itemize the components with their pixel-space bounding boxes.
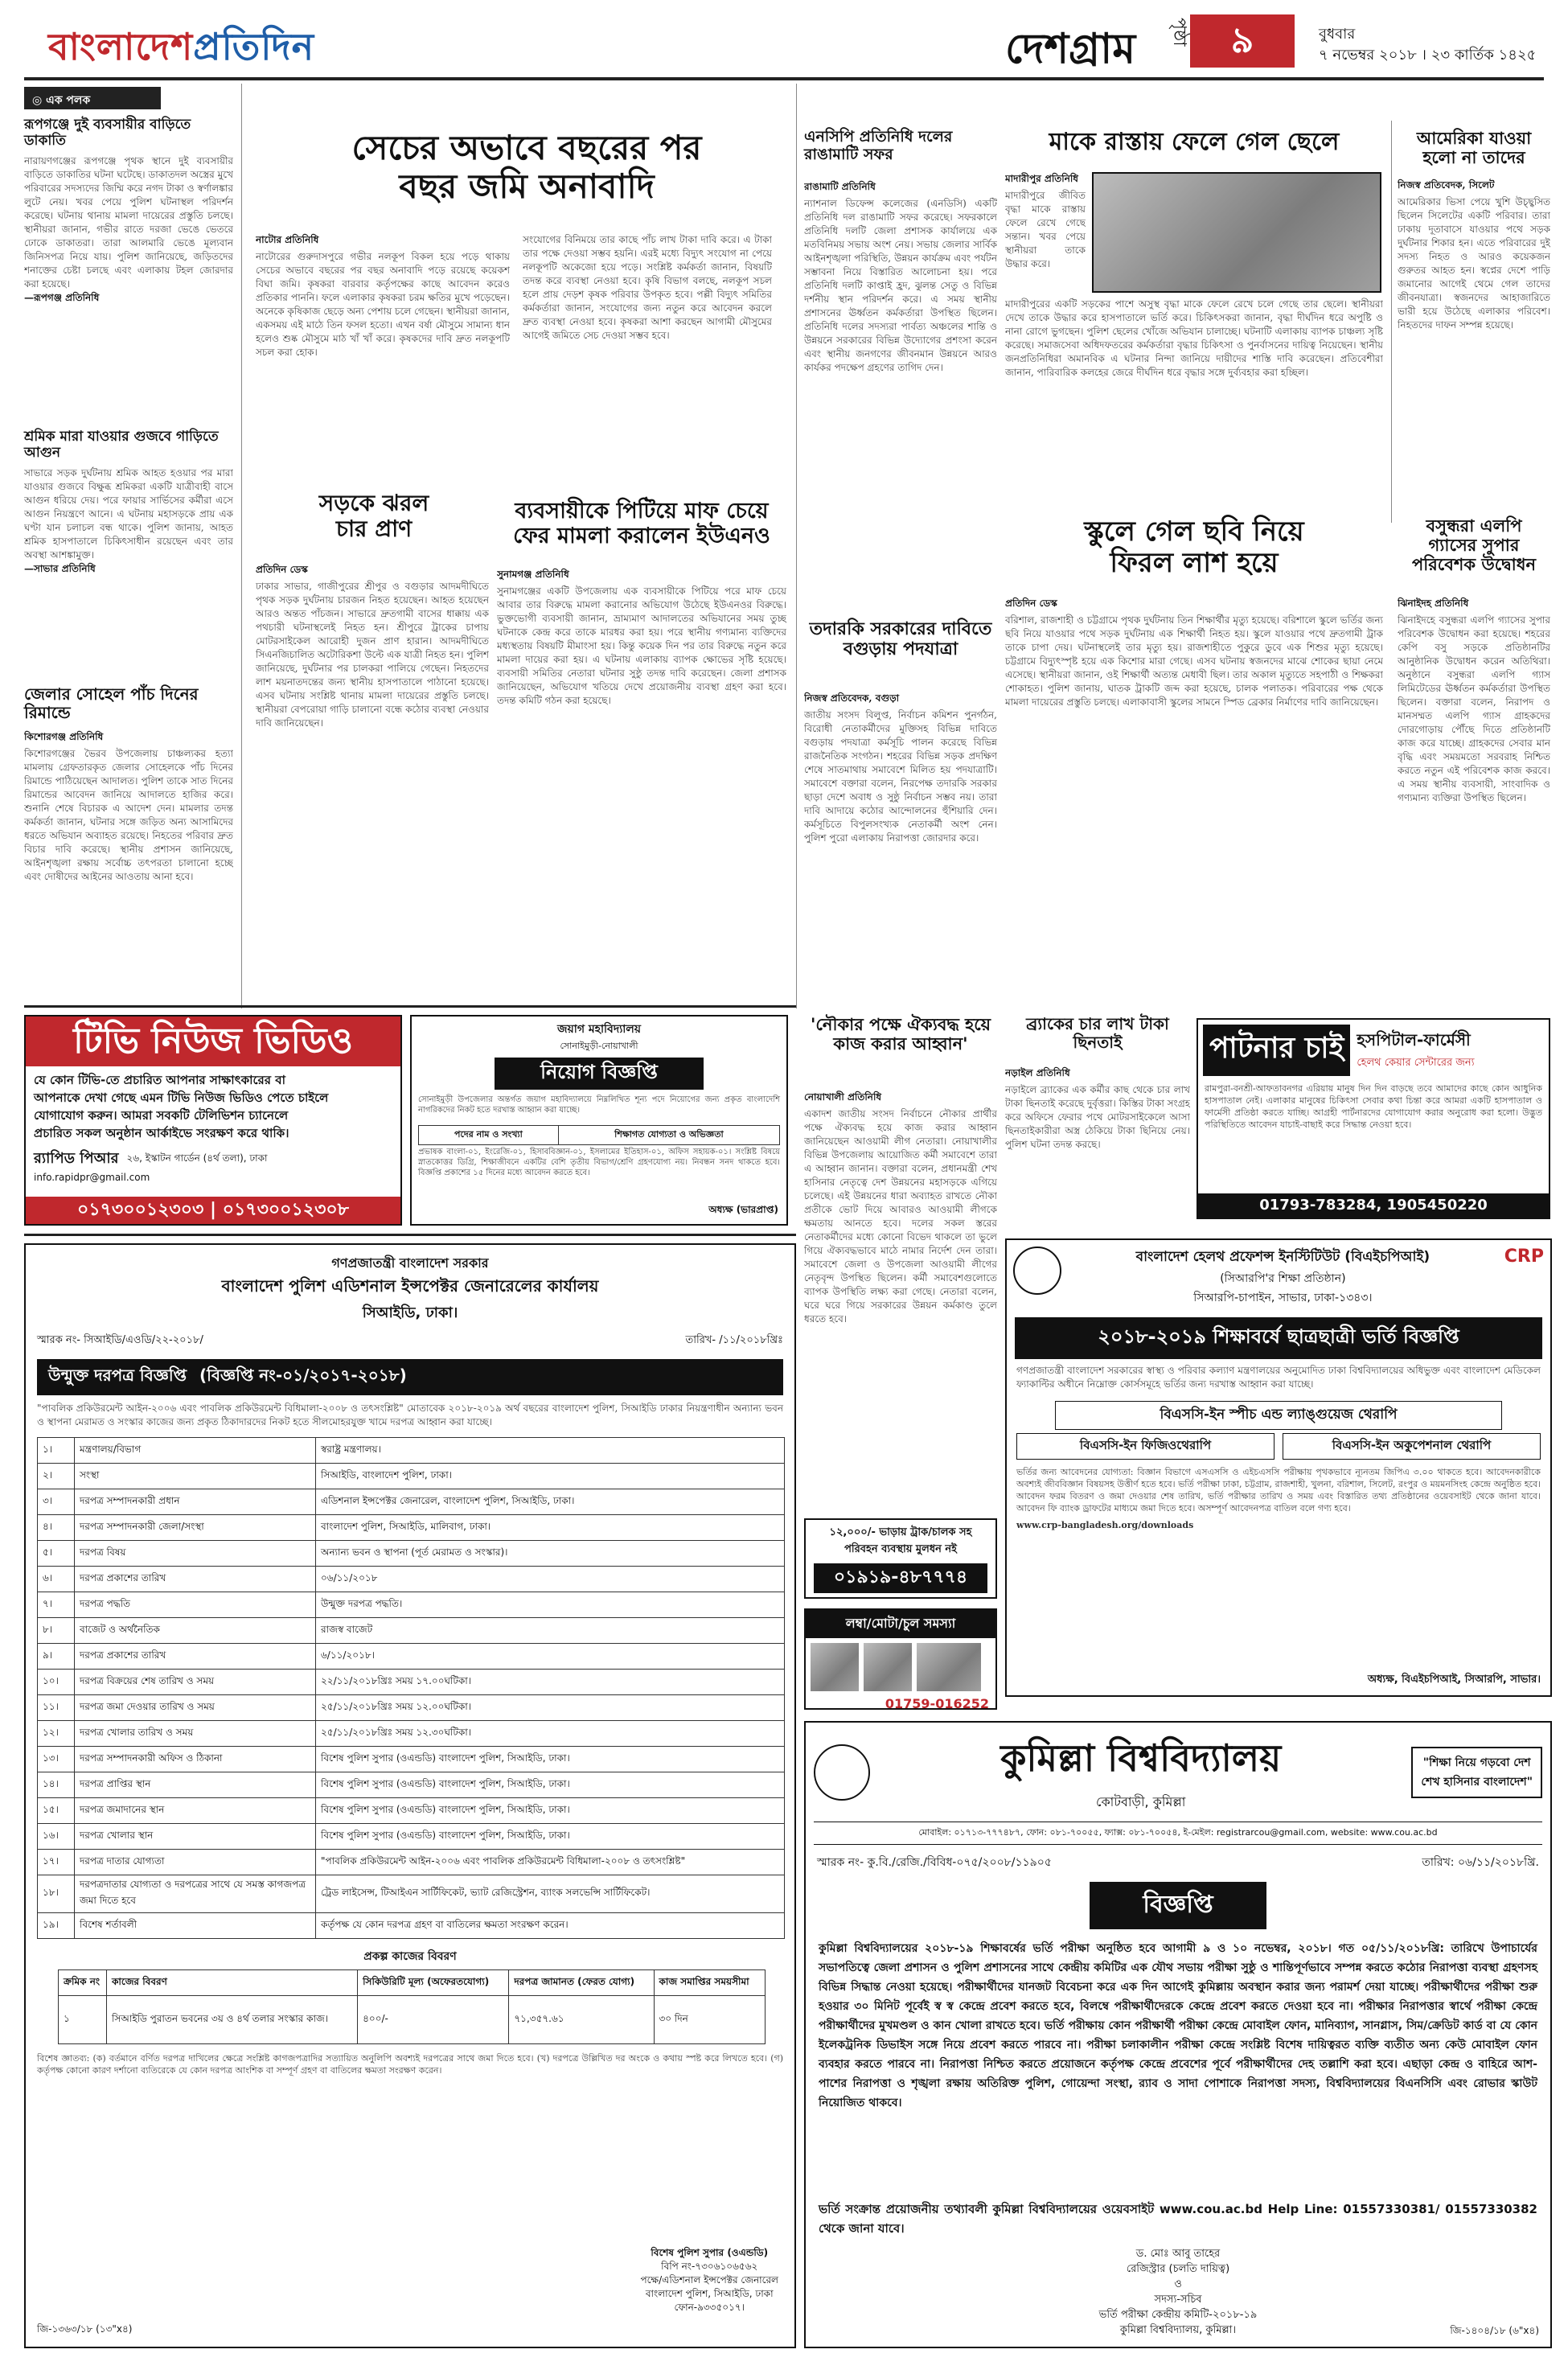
sub-header: দরপত্র জামানত (ফেরত যোগ্য) [509,1970,654,1996]
tender-signature-block [640,2246,778,2314]
tender-row-value: অন্যান্য ভবন ও স্থাপনা (পূর্ত মেরামত ও সংস্কার)। [316,1541,785,1567]
ncp-headline[interactable]: এনসিপি প্রতিনিধি দলের রাঙামাটি সফর [804,128,953,163]
cu-place: কোটবাড়ী, কুমিল্লা [1095,1794,1186,1809]
road-article-body: প্রতিদিন ডেস্ক ঢাকার সাভার, গাজীপুরের শ্রীপুর ও বগুড়ার আদমদীঘিতে পৃথক সড়ক দুর্ঘটনায় চারজন নিহত হয়েছেন। আহত হয়েছেন আরও অন্তত পাঁচজন। সাভারে দ্রুতগামী বাসের ধাক্কায় এক পথচারী ঘটনাস্থলেই নিহত হন। শ্রীপুরে ট্রাকের চাপায় মোটরসাইকেল আরোহী দুজন প্রাণ হারান। আদমদীঘিতে সিএনজিচালিত অটোরিকশা উল্টে এক যাত্রী নিহত হন। পুলিশ জানিয়েছে, দুর্ঘটনার পর চালকরা পালিয়ে গেছেন। নিহতদের লাশ ময়নাতদন্তের জন্য স্থানীয় হাসপাতালে পাঠানো হয়েছে। এসব ঘটনায় সংশ্লিষ্ট থানায় মামলা দায়েরের প্রস্তুতি চলছে। স্থানীয়রা বেপরোয়া গাড়ি চালানো বন্ধে কঠোর ব্যবস্থা নেওয়ার দাবি জানিয়েছেন। [256,564,489,729]
tender-intro: "পাবলিক প্রকিউরমেন্ট আইন-২০০৬ এবং পাবলিক প্রকিউরমেন্ট বিধিমালা-২০০৮ ও তৎসংশ্লিষ্ট" মোতাবেক ২০১৮-২০১৯ অর্থ বছরের বাংলাদেশ পুলিশ, সিআইডি ঢাকার নিয়ন্ত্রণাধীন অন্যান্য ভবন ও স্থাপনা মেরামত ও সংস্কার কাজের জন্য প্রকৃত ঠিকাদারদের নিকট হতে সীলমোহরযুক্ত খামে দরপত্র আহ্বান করা যাচ্ছে। [37,1403,783,1427]
tender-row-value: ০৬/১১/২০১৮ [316,1567,785,1592]
sub-cell: ৭১,৩৫৭.৬১ [509,1996,654,2044]
column-divider [796,84,797,1008]
bhpi-ad[interactable] [1005,1238,1552,1697]
tender-row-value: ৬/১১/২০১৮। [316,1644,785,1670]
tender-row-label: বিশেষ শর্তাবলী [75,1913,316,1939]
tender-row-number: ১২। [38,1721,75,1747]
cu-contact[interactable]: মোবাইল: ০১৭১৩-৭৭৭৪৮৭, ফোন: ০৮১-৭০০৫৫, ফ্যাক্স: ০৮১-৭০০৫৪, ই-মেইল: registrarcou@gmail.com, website: www.cou.ac.bd [814,1822,1542,1845]
tender-row [38,1541,785,1567]
america-headline[interactable]: আমেরিকা যাওয়া হলো না তাদের [1416,129,1532,168]
tender-row [38,1644,785,1670]
tender-row-label: দরপত্র প্রাপ্তির স্থান [75,1772,316,1798]
main-headline[interactable]: সেচের অভাবে বছরের পর বছর জমি অনাবাদি [351,128,702,207]
tender-row-value: ট্রেড লাইসেন্স, টিআইএন সার্টিফিকেট, ভ্যাট রেজিস্ট্রেশন, ব্যাংক সলভেন্সি সার্টিফিকেট। [316,1875,785,1913]
jobs-col-1: পদের নাম ও সংখ্যা [419,1126,559,1144]
tender-row [38,1670,785,1695]
health-photo-2 [864,1643,912,1691]
america-article-body: নিজস্ব প্রতিবেদক, সিলেট আমেরিকার ভিসা পেয়ে খুশি উচ্ছ্বসিত ছিলেন সিলেটের একটি পরিবার। তারা ঢাকায় দূতাবাসে যাওয়ার পথে সড়ক দুর্ঘটনার শিকার হন। এতে পরিবারের দুই সদস্য নিহত ও আরও কয়েকজন গুরুতর আহত হন। স্বপ্নের দেশে পাড়ি জমানোর আগেই থেমে গেল তাদের জীবনযাত্রা। স্বজনদের আহাজারিতে ভারী হয়ে উঠেছে এলাকার পরিবেশ। নিহতদের দাফন সম্পন্ন হয়েছে। [1398,179,1550,331]
tender-row [38,1772,785,1798]
page-word: পৃষ্ঠা [1169,18,1189,47]
tender-title: উন্মুক্ত দরপত্র বিজ্ঞপ্তি [48,1366,187,1385]
tender-row-value: রাজস্ব বাজেট [316,1618,785,1644]
section-rule [24,1005,796,1008]
tender-row-value: বাংলাদেশ পুলিশ, সিআইডি, মালিবাগ, ঢাকা। [316,1515,785,1541]
bhpi-course-3: বিএসসি-ইন অকুপেশনাল থেরাপি [1283,1433,1541,1460]
tender-row-number: ১। [38,1438,75,1464]
tender-row [38,1438,785,1464]
section-title: দেশগ্রাম [1005,25,1136,73]
sub-cell: সিআইডি পুরাতন ভবনের ৩য় ও ৪র্থ তলার সংস্কার কাজ। [107,1996,358,2044]
logo-part-1: বাংলাদেশ [48,25,194,68]
tender-row-number: ৭। [38,1592,75,1618]
sub-cell: ১ [59,1996,107,2044]
masthead-rule [24,77,1544,80]
cu-title: বিজ্ঞপ্তি [1090,1882,1266,1929]
tender-row-value: ২৫/১১/২০১৮খ্রিঃ সময় ১২.০০ঘটিকা। [316,1695,785,1721]
brief-item-title[interactable]: শ্রমিক মারা যাওয়ার গুজবে গাড়িতে আগুন [24,429,219,461]
tender-row-value: এডিশনাল ইন্সপেক্টর জেনারেল, বাংলাদেশ পুলিশ, সিআইডি, ঢাকা। [316,1489,785,1515]
tv-ad-title: টিভি নিউজ ভিডিও [26,1017,400,1066]
patnar-subtitle: হেলথ কেয়ার সেন্টারের জন্য [1357,1057,1475,1069]
main-article-body: নাটোর প্রতিনিধি নাটোরের গুরুদাসপুরে গভীর নলকূপ বিকল হয়ে পড়ে থাকায় সেচের অভাবে বছরের পর বছর অনাবাদি পড়ে রয়েছে কয়েকশ বিঘা জমি। কৃষকরা বারবার কর্তৃপক্ষের কাছে আবেদন করেও প্রতিকার পাননি। ফলে এলাকার কৃষকরা চরম ক্ষতির মুখে পড়েছেন। অনেকে কৃষিকাজ ছেড়ে অন্য পেশায় চলে গেছেন। স্থানীয়রা জানান, একসময় এই মাঠে তিন ফসল হতো। এখন বর্ষা মৌসুমে সামান্য ধান হলেও শুষ্ক মৌসুমে মাঠ খাঁ খাঁ করে। কৃষকদের দাবি দ্রুত নলকূপটি সচল করা হোক। [256,234,510,358]
mother-photo [1092,172,1381,293]
tender-row-label: দরপত্র সম্পাদনকারী জেলা/সংস্থা [75,1515,316,1541]
ncp-article-body: রাঙামাটি প্রতিনিধি ন্যাশনাল ডিফেন্স কলেজের (এনডিসি) একটি প্রতিনিধি দল রাঙামাটি সফর করেছে। সফরকালে প্রতিনিধি দলটি জেলা প্রশাসক কার্যালয়ে এক মতবিনিময় সভায় অংশ নেয়। সভায় জেলার সার্বিক আইনশৃঙ্খলা পরিস্থিতি, উন্নয়ন কার্যক্রম এবং পর্যটন সম্ভাবনা নিয়ে বিস্তারিত আলোচনা হয়। পরে প্রতিনিধি দলটি কাপ্তাই হ্রদ, ঝুলন্ত সেতু ও বিভিন্ন দর্শনীয় স্থান পরিদর্শন করে। এ সময় স্থানীয় প্রশাসনের ঊর্ধ্বতন কর্মকর্তারা উপস্থিত ছিলেন। প্রতিনিধি দলের সদস্যরা পার্বত্য অঞ্চলের শান্তি ও উন্নয়নে সরকারের বিভিন্ন উদ্যোগের প্রশংসা করেন এবং স্থানীয় জনগণের জীবনমান উন্নয়নে আরও কার্যকর পদক্ষেপ গ্রহণের তাগিদ দেন। [804,181,997,373]
tv-news-ad[interactable] [24,1015,402,1226]
tender-title-no: (বিজ্ঞপ্তি নং-০১/২০১৭-২০১৮) [199,1366,407,1385]
brief-item-body: নারায়ণগঞ্জের রূপগঞ্জে পৃথক স্থানে দুই ব্যবসায়ীর বাড়িতে ডাকাতির ঘটনা ঘটেছে। ডাকাতদল অস্ত্রের মুখে পরিবারের সদস্যদের জিম্মি করে নগদ টাকা ও স্বর্ণালঙ্কার লুটে নেয়। খবর পেয়ে পুলিশ ঘটনাস্থল পরিদর্শন করেছে। ঘটনায় থানায় মামলা দায়েরের প্রস্তুতি চলছে। স্থানীয়রা জানান, গভীর রাতে দরজা ভেঙে ভেতরে ঢোকে ডাকাতরা। তারা আলমারি ভেঙে মূল্যবান জিনিসপত্র নিয়ে যায়। পুলিশ জানিয়েছে, জড়িতদের শনাক্তের চেষ্টা চলছে এবং এলাকায় টহল জোরদার করা হয়েছে। —রূপগঞ্জ প্রতিনিধি [24,155,233,303]
patnar-brand: পাটনার চাই [1203,1025,1350,1076]
brief-credit: —রূপগঞ্জ প্রতিনিধি [24,292,100,303]
tender-row [38,1824,785,1850]
tender-row-number: ৫। [38,1541,75,1567]
tender-row [38,1747,785,1772]
tender-date-label: তারিখ- [685,1334,716,1346]
bhpi-website[interactable]: www.crp-bangladesh.org/downloads [1016,1520,1194,1530]
cu-helpline: ভর্তি সংক্রান্ত প্রয়োজনীয় তথ্যাবলী কুমিল্লা বিশ্ববিদ্যালয়ের ওয়েবসাইট www.cou.ac.bd Help Line: 01557330381/ 01557330382 থেকে জানা যাবে। [819,2202,1537,2236]
tender-signer: বিশেষ পুলিশ সুপার (ওএন্ডডি) [651,2247,769,2258]
date: ৭ নভেম্বর ২০১৮ । ২৩ কার্তিক ১৪২৫ [1319,47,1537,64]
cu-notice[interactable] [804,1721,1552,2348]
tv-ad-text: যে কোন টিভি-তে প্রচারিত আপনার সাক্ষাৎকারের বা আপনাকে দেখা গেছে এমন টিভি নিউজ ভিডিও পেতে চাইলে যোগাযোগ করুন। আমরা সবকটি টেলিভিশন চ্যানেলে প্রচারিত সকল অনুষ্ঠান আর্কাইভে সংরক্ষণ করে থাকি। [34,1073,329,1140]
tender-row-number: ৩। [38,1489,75,1515]
tender-gov: গণপ্রজাতন্ত্রী বাংলাদেশ সরকার [331,1255,489,1271]
masthead-logo[interactable] [48,19,314,80]
tender-signer-office: পক্ষে/এডিশনাল ইন্সপেক্টর জেনারেল [640,2274,778,2286]
health-phone[interactable]: 01759-016252 [885,1696,989,1711]
tender-row-label: সংস্থা [75,1464,316,1489]
mother-article-body-cont: মাদারীপুরের একটি সড়কের পাশে অসুস্থ বৃদ্ধা মাকে ফেলে রেখে চলে গেছে তার ছেলে। স্থানীয়রা দেখে তাকে উদ্ধার করে হাসপাতালে ভর্তি করে। চিকিৎসকরা জানান, বৃদ্ধা দীর্ঘদিন ধরে অপুষ্টি ও নানা রোগে ভুগছেন। পুলিশ ছেলের খোঁজে অভিযান চালাচ্ছে। ঘটনাটি এলাকায় ব্যাপক চাঞ্চল্য সৃষ্টি করেছে। সমাজসেবা অধিদফতরের কর্মকর্তারা বৃদ্ধার চিকিৎসা ও পুনর্বাসনের দায়িত্ব নিয়েছেন। স্থানীয় জনপ্রতিনিধিরা অমানবিক এ ঘটনার নিন্দা জানিয়ে দায়ীদের শাস্তি দাবি করেছেন। প্রতিবেশীরা জানান, পারিবারিক কলহের জেরে দীর্ঘদিন ধরে বৃদ্ধার সঙ্গে দুর্ব্যবহার করা হচ্ছিল। [1005,298,1383,378]
tender-row [38,1489,785,1515]
brief-credit: —সাভার প্রতিনিধি [24,563,96,574]
cu-signature-block: ড. মোঃ আবু তাহের রেজিস্ট্রার (চলতি দায়িত্ব) ও সদস্য-সচিব ভর্তি পরীক্ষা কেন্দ্রীয় কমিটি-২০১৮-১৯ কুমিল্লা বিশ্ববিদ্যালয়, কুমিল্লা। [1098,2248,1258,2336]
rent-line-2: পরিবহন ব্যবস্থায় মুলধন নই [844,1543,957,1555]
tender-row-label: দরপত্রদাতার যোগ্যতা ও দরপত্রের সাথে যে সমস্ত কাগজপত্র জমা দিতে হবে [75,1875,316,1913]
tender-row-number: ১৮। [38,1875,75,1913]
patnar-phone[interactable]: 01793-783284, 1905450220 [1198,1193,1549,1218]
tender-row-label: দরপত্র খোলার স্থান [75,1824,316,1850]
brac-headline[interactable]: ব্র্যাকের চার লাখ টাকা ছিনতাই [1026,1014,1169,1052]
tv-ad-email[interactable]: info.rapidpr@gmail.com [34,1172,150,1183]
tv-ad-address: ২৬, ইস্কাটন গার্ডেন (৪র্থ তলা), ঢাকা [126,1152,268,1164]
tender-row-label: বাজেট ও অর্থনৈতিক [75,1618,316,1644]
brief-item-title[interactable]: রূপগঞ্জে দুই ব্যবসায়ীর বাড়িতে ডাকাতি [24,117,191,149]
tender-date: /১১/২০১৮খ্রিঃ [719,1334,783,1346]
patnar-title: হসপিটাল-ফার্মেসী [1357,1030,1471,1049]
tender-unit: সিআইডি, ঢাকা। [362,1304,458,1321]
tender-row [38,1798,785,1824]
tender-row [38,1721,785,1747]
cu-logo-icon [814,1744,870,1801]
tender-ad-code: জি-১৩৬৩/১৮ (১৩"x৪) [37,2323,133,2335]
lpg-article-body: ঝিনাইদহ প্রতিনিধি ঝিনাইদহে বসুন্ধরা এলপি গ্যাসের সুপার পরিবেশক উদ্বোধন করা হয়েছে। শহরের কেপি বসু সড়কে প্রতিষ্ঠানটির আনুষ্ঠানিক উদ্বোধন করেন অতিথিরা। অনুষ্ঠানে বসুন্ধরা এলপি গ্যাস লিমিটেডের ঊর্ধ্বতন কর্মকর্তারা উপস্থিত ছিলেন। বক্তারা বলেন, নিরাপদ ও মানসম্মত এলপি গ্যাস গ্রাহকদের দোরগোড়ায় পৌঁছে দিতে প্রতিষ্ঠানটি কাজ করে যাচ্ছে। গ্রাহকদের সেবার মান বৃদ্ধি এবং সময়মতো সরবরাহ নিশ্চিত করতে নতুন এই পরিবেশক কাজ করবে। এ সময় স্থানীয় ব্যবসায়ী, সাংবাদিক ও গণ্যমান্য ব্যক্তিরা উপস্থিত ছিলেন। [1398,598,1550,803]
tender-notes: বিশেষ জ্ঞাতব্য: (ক) বর্তমানে বর্ণিত দরপত্র দাখিলের ক্ষেত্রে সংশ্লিষ্ট কাগজপত্রাদির সত্যায়িত অনুলিপি অবশ্যই দরপত্রের সাথে জমা দিতে হবে। (খ) দরপত্রে উল্লিখিত দর অংকে ও কথায় স্পষ্ট করে লিখতে হবে। (গ) কর্তৃপক্ষ কোনো কারণ দর্শানো ব্যতিরেকে যে কোন দরপত্র আংশিক বা সম্পূর্ণ গ্রহণ বা বাতিলের ক্ষমতা সংরক্ষণ করেন। [37,2053,783,2076]
cu-name: কুমিল্লা বিশ্ববিদ্যালয় [1000,1736,1282,1780]
article-body: কিশোরগঞ্জ প্রতিনিধি কিশোরগঞ্জের ভৈরব উপজেলায় চাঞ্চল্যকর হত্যা মামলায় গ্রেফতারকৃত জেলার সোহেলকে পাঁচ দিনের রিমান্ডে পাঠিয়েছেন আদালত। পুলিশ তাকে সাত দিনের রিমান্ডের আবেদন জানিয়ে আদালতে হাজির করে। শুনানি শেষে বিচারক এ আদেশ দেন। মামলার তদন্ত কর্মকর্তা জানান, ঘটনার সঙ্গে জড়িত অন্য আসামিদের ধরতে অভিযান অব্যাহত রয়েছে। নিহতের পরিবার দ্রুত বিচার দাবি করেছে। স্থানীয় প্রশাসন জানিয়েছে, আইনশৃঙ্খলা রক্ষায় সর্বোচ্চ তৎপরতা চালানো হচ্ছে এবং দোষীদের আইনের আওতায় আনা হবে। [24,731,233,882]
brac-article-body: নড়াইল প্রতিনিধি নড়াইলে ব্র্যাকের এক কর্মীর কাছ থেকে চার লাখ টাকা ছিনতাই করেছে দুর্বৃত্তরা। কিস্তির টাকা সংগ্রহ করে অফিসে ফেরার পথে মোটরসাইকেলে আসা ছিনতাইকারীরা অস্ত্র ঠেকিয়ে টাকা ছিনিয়ে নেয়। পুলিশ ঘটনা তদন্ত করছে। [1005,1067,1190,1150]
tender-row-number: ১৬। [38,1824,75,1850]
tender-office: বাংলাদেশ পুলিশ এডিশনাল ইন্সপেক্টর জেনারেলের কার্যালয় [221,1276,599,1296]
sub-header: সিকিউরিটি মূল্য (অফেরতযোগ্য) [358,1970,509,1996]
bhpi-body: ভর্তির জন্য আবেদনের যোগ্যতা: বিজ্ঞান বিভাগে এসএসসি ও এইচএসসি পরীক্ষায় পৃথকভাবে ন্যূনতম জিপিএ ৩.০০ থাকতে হবে। আবেদনকারীকে অবশ্যই জীববিজ্ঞান বিষয়সহ উত্তীর্ণ হতে হবে। ভর্তি পরীক্ষা ঢাকা, চট্টগ্রাম, রাজশাহী, খুলনা, বরিশাল, সিলেট, রংপুর ও ময়মনসিংহ কেন্দ্রে অনুষ্ঠিত হবে। আবেদন ফরম বিতরণ ও জমা দেওয়ার শেষ তারিখ, ভর্তি পরীক্ষার তারিখ ও সময় এবং বিস্তারিত তথ্য প্রতিষ্ঠানের ওয়েবসাইট থেকে জানা যাবে। আবেদন ফি ব্যাংক ড্রাফটের মাধ্যমে জমা দিতে হবে। অসম্পূর্ণ আবেদনপত্র বাতিল বলে গণ্য হবে। www.crp-bangladesh.org/downloads [1016,1467,1541,1530]
tender-row-value: স্বরাষ্ট্র মন্ত্রণালয়। [316,1438,785,1464]
tender-row [38,1515,785,1541]
tender-signer-unit: বাংলাদেশ পুলিশ, সিআইডি, ঢাকা [645,2288,774,2299]
bhpi-footer: অধ্যক্ষ, বিএইচপিআই, সিআরপি, সাভার। [1367,1674,1541,1686]
tender-row-value: বিশেষ পুলিশ সুপার (ওএন্ডডি) বাংলাদেশ পুলিশ, সিআইডি, ঢাকা। [316,1747,785,1772]
tender-row-label: দরপত্র সম্পাদনকারী প্রধান [75,1489,316,1515]
column-divider [1391,121,1392,523]
lpg-headline[interactable]: বসুন্ধরা এলপি গ্যাসের সুপার পরিবেশক উদ্বোধন [1411,516,1537,575]
tender-row [38,1464,785,1489]
bhpi-title: ২০১৮-২০১৯ শিক্ষাবর্ষে ছাত্রছাত্রী ভর্তি বিজ্ঞপ্তি [1015,1317,1542,1359]
bhpi-name: বাংলাদেশ হেলথ প্রফেশন্স ইনস্টিটিউট (বিএইচপিআই) [1135,1249,1430,1265]
road-headline[interactable]: সড়কে ঝরল চার প্রাণ [318,490,429,543]
tender-row-number: ৯। [38,1644,75,1670]
page-number-badge: ৯ [1190,14,1295,68]
tender-row-label: দরপত্র প্রকাশের তারিখ [75,1567,316,1592]
health-photo-1 [811,1643,859,1691]
article-headline[interactable]: জেলার সোহেল পাঁচ দিনের রিমান্ডে [24,684,199,722]
mother-article-body: মাদারীপুর প্রতিনিধি মাদারীপুরে জীবিত বৃদ্ধা মাকে রাস্তায় ফেলে রেখে গেছে সন্তান। খবর পেয়ে স্থানীয়রা তাকে উদ্ধার করে। [1005,173,1086,269]
tender-row-number: ১৯। [38,1913,75,1939]
police-tender[interactable] [24,1243,796,2348]
tadarki-article-body: নিজস্ব প্রতিবেদক, বগুড়া জাতীয় সংসদ বিলুপ্ত, নির্বাচন কমিশন পুনর্গঠন, বিরোধী নেতাকর্মীদের মুক্তিসহ বিভিন্ন দাবিতে বগুড়ায় পদযাত্রা কর্মসূচি পালন করেছে বিভিন্ন রাজনৈতিক সংগঠন। শহরের বিভিন্ন সড়ক প্রদক্ষিণ শেষে সাতমাথায় সমাবেশে মিলিত হয় পদযাত্রাটি। সমাবেশে বক্তারা বলেন, নিরপেক্ষ তদারকি সরকার ছাড়া দেশে অবাধ ও সুষ্ঠু নির্বাচন সম্ভব নয়। তারা দাবি আদায়ে কঠোর আন্দোলনের হুঁশিয়ারি দেন। কর্মসূচিতে বিপুলসংখ্যক নেতাকর্মী অংশ নেন। পুলিশ পুরো এলাকায় নিরাপত্তা জোরদার করে। [804,692,997,844]
tender-row [38,1567,785,1592]
uno-headline[interactable]: ব্যবসায়ীকে পিটিয়ে মাফ চেয়ে ফের মামলা করালেন ইউএনও [513,499,770,549]
bhpi-intro: গণপ্রজাতন্ত্রী বাংলাদেশ সরকারের স্বাস্থ্য ও পরিবার কল্যাণ মন্ত্রণালয়ের অনুমোদিত ঢাকা বিশ্ববিদ্যালয়ের অধিভুক্ত এবং বাংলাদেশ মেডিকেল ফ্যাকাল্টির অধীনে নিম্নোক্ত কোর্সসমূহে ভর্তির জন্য দরখাস্ত আহ্বান করা যাচ্ছে। [1016,1365,1541,1390]
day: বুধবার [1319,26,1356,43]
tender-row-value: "পাবলিক প্রকিউরমেন্ট আইন-২০০৬ এবং পাবলিক প্রকিউরমেন্ট বিধিমালা-২০০৮ ও তৎসংশ্লিষ্ট" [316,1850,785,1875]
section-rule [24,1234,796,1236]
rent-ad[interactable] [804,1518,997,1599]
tender-row-label: দরপত্র খোলার তারিখ ও সময় [75,1721,316,1747]
tender-row-number: ৬। [38,1567,75,1592]
boat-headline[interactable]: 'নৌকার পক্ষে ঐক্যবদ্ধ হয়ে কাজ করার আহ্বান' [810,1015,991,1054]
tender-signer-phone: ফোন-৯৩৩৫০১৭। [674,2302,745,2313]
tender-row-value: বিশেষ পুলিশ সুপার (ওএন্ডডি) বাংলাদেশ পুলিশ, সিআইডি, ঢাকা। [316,1798,785,1824]
tender-row-label: দরপত্র জমাদানের স্থান [75,1798,316,1824]
health-ad[interactable] [804,1608,997,1710]
tadarki-headline[interactable]: তদারকি সরকারের দাবিতে বগুড়ায় পদযাত্রা [809,619,992,660]
cu-ad-code: জি-১৪০৪/১৮ (৬"x৪) [1450,2325,1539,2336]
tender-row-number: ১৩। [38,1747,75,1772]
sub-cell: ৩০ দিন [654,1996,766,2044]
tender-table [37,1437,785,1939]
tender-row-number: ১০। [38,1670,75,1695]
tender-row-value: ২৫/১১/২০১৮খ্রিঃ সময় ১২.৩০ঘটিকা। [316,1721,785,1747]
tender-row [38,1695,785,1721]
sub-header: ক্রমিক নং [59,1970,107,1996]
tender-row-number: ২। [38,1464,75,1489]
bhpi-course-2: বিএসসি-ইন ফিজিওথেরাপি [1016,1433,1275,1460]
cu-slogan: "শিক্ষা নিয়ে গড়বো দেশ শেখ হাসিনার বাংলাদেশ" [1411,1747,1542,1798]
jobs-intro: সোনাইমুড়ী উপজেলার অন্তর্গত জয়াগ মহাবিদ্যালয়ে নিম্নলিখিত শূন্য পদে নিয়োগের জন্য প্রকৃত বাংলাদেশি নাগরিকদের নিকট হতে দরখাস্ত আহ্বান করা যাচ্ছে। [418,1095,780,1115]
tender-row-value: সিআইডি, বাংলাদেশ পুলিশ, ঢাকা। [316,1464,785,1489]
bhpi-address: সিআরপি-চাপাইন, সাভার, ঢাকা-১৩৪৩। [1193,1292,1373,1304]
brief-item-body: সাভারে সড়ক দুর্ঘটনায় শ্রমিক আহত হওয়ার পর মারা যাওয়ার গুজবে বিক্ষুব্ধ শ্রমিকরা একটি যাত্রীবাহী বাসে আগুন ধরিয়ে দেয়। পরে ফায়ার সার্ভিসের কর্মীরা এসে আগুন নিয়ন্ত্রণে আনে। এ ঘটনায় মহাসড়কে প্রায় এক ঘণ্টা যান চলাচল বন্ধ থাকে। পুলিশ জানায়, আহত শ্রমিক হাসপাতালে চিকিৎসাধীন রয়েছেন এবং তার অবস্থা আশঙ্কামুক্ত। —সাভার প্রতিনিধি [24,467,233,574]
cu-memo: স্মারক নং- কু.বি./রেজি./বিবিধ-০৭৫/২০০৮/১১৯০৫ [817,1856,1052,1869]
jobs-org-sub: সোনাইমুড়ী-নোয়াখালী [560,1041,638,1051]
tender-row [38,1875,785,1913]
crp-logo: CRP [1504,1247,1544,1267]
tender-row-number: ১৫। [38,1798,75,1824]
bhpi-sub: (সিআরপি'র শিক্ষা প্রতিষ্ঠান) [1220,1272,1346,1285]
tv-ad-brand: র‍্যাপিড পিআর [34,1150,119,1167]
tender-row-value: উন্মুক্ত দরপত্র পদ্ধতি। [316,1592,785,1618]
brief-label: ◎ এক পলক [24,87,161,109]
sub-cell: ৪০০/- [358,1996,509,2044]
school-article-body: প্রতিদিন ডেস্ক বরিশাল, রাজশাহী ও চট্টগ্রামে পৃথক দুর্ঘটনায় তিন শিক্ষার্থীর মৃত্যু হয়েছে। বরিশালে স্কুলে ভর্তির জন্য ছবি নিয়ে যাওয়ার পথে সড়ক দুর্ঘটনায় এক শিক্ষার্থী নিহত হয়। স্কুলে যাওয়ার পথে দ্রুতগামী ট্রাক তাকে চাপা দেয়। ঘটনাস্থলেই তার মৃত্যু হয়। রাজশাহীতে পুকুরে ডুবে এক শিশুর মৃত্যু হয়েছে। চট্টগ্রামে বিদ্যুৎস্পৃষ্ট হয়ে এক কিশোর মারা গেছে। এসব ঘটনায় স্বজনদের মাঝে শোকের ছায়া নেমে এসেছে। স্থানীয়রা জানান, ওই শিক্ষার্থী অত্যন্ত মেধাবী ছিল। তার অকাল মৃত্যুতে সহপাঠী ও শিক্ষকরা শোকাহত। পুলিশ জানায়, ঘাতক ট্রাকটি জব্দ করা হয়েছে, চালক পলাতক। পরিবারের পক্ষ থেকে মামলা দায়েরের প্রস্তুতি চলছে। এলাকাবাসী স্কুলের সামনে স্পিড ব্রেকার নির্মাণের দাবি জানিয়েছেন। [1005,598,1383,708]
tender-row-label: দরপত্র বিষয় [75,1541,316,1567]
sub-header: কাজ সমাপ্তির সময়সীমা [654,1970,766,1996]
jobs-ad[interactable] [410,1015,788,1226]
jobs-signer: অধ্যক্ষ (ভারপ্রাপ্ত) [708,1204,778,1215]
tv-ad-phones[interactable]: ০১৭৩০০১২৩০৩ | ০১৭৩০০১২৩০৮ [26,1197,400,1224]
tender-memo: স্মারক নং- সিআইডি/এওডি/২২-২০১৮/ [37,1334,203,1346]
boat-article-body: নোয়াখালী প্রতিনিধি একাদশ জাতীয় সংসদ নির্বাচনে নৌকার প্রার্থীর পক্ষে ঐক্যবদ্ধ হয়ে কাজ করার আহ্বান জানিয়েছেন আওয়ামী লীগ নেতারা। নোয়াখালীর বিভিন্ন উপজেলায় আয়োজিত কর্মী সমাবেশে তারা এ আহ্বান জানান। বক্তারা বলেন, প্রধানমন্ত্রী শেখ হাসিনার নেতৃত্বে দেশ উন্নয়নের মহাসড়কে এগিয়ে চলেছে। এই উন্নয়নের ধারা অব্যাহত রাখতে নৌকা প্রতীকে ভোট দিয়ে আবারও আওয়ামী লীগকে ক্ষমতায় আনতে হবে। দলের সকল স্তরের নেতাকর্মীদের মধ্যে কোনো বিভেদ থাকলে তা ভুলে গিয়ে ঐক্যবদ্ধভাবে মাঠে নামার নির্দেশ দেন তারা। সমাবেশে জেলা ও উপজেলা আওয়ামী লীগের নেতৃবৃন্দ উপস্থিত ছিলেন। কর্মী সমাবেশগুলোতে ব্যাপক উপস্থিতি লক্ষ্য করা গেছে। নেতারা বলেন, ঘরে ঘরে গিয়ে সরকারের উন্নয়ন কর্মকাণ্ড তুলে ধরতে হবে। [804,1091,997,1325]
sub-header: কাজের বিবরণ [107,1970,358,1996]
tender-row-value: বিশেষ পুলিশ সুপার (ওএন্ডডি) বাংলাদেশ পুলিশ, সিআইডি, ঢাকা। [316,1824,785,1850]
tender-row [38,1618,785,1644]
tender-sub-table [58,1969,766,2044]
patnar-body: রামপুরা-বনশ্রী-আফতাবনগর এরিয়ায় মানুষ দিন দিন বাড়ছে তবে আমাদের কাছে কোন আধুনিক হাসপাতাল নেই। এলাকার মানুষের চিকিৎসা সেবার কথা চিন্তা করে আমরা একটি হাসপাতাল ও ফার্মেসী প্রতিষ্ঠা করতে যাচ্ছি। আগ্রহী পার্টনারদের যোগাযোগ করার অনুরোধ করা হলো। উদ্ভুত পরিস্থিতিতে আবেদন যাচাই-বাছাই করে সিদ্ধান্ত নেওয়া হবে। [1205,1083,1542,1130]
tender-row-label: দরপত্র সম্পাদনকারী অফিস ও ঠিকানা [75,1747,316,1772]
health-photo-3 [917,1643,981,1691]
main-article-body-cont: সংযোগের বিনিময়ে তার কাছে পাঁচ লাখ টাকা দাবি করে। এ টাকা তার পক্ষে দেওয়া সম্ভব হয়নি। এরই মধ্যে বিদ্যুৎ সংযোগ না পেয়ে নলকূপটি অকেজো হয়ে পড়ে। সংশ্লিষ্ট কর্মকর্তা জানান, বিষয়টি তদন্ত করে ব্যবস্থা নেওয়া হবে। কৃষি বিভাগ বলছে, নলকূপ সচল হলে প্রায় দেড়শ কৃষক পরিবার উপকৃত হবে। পল্লী বিদ্যুৎ সমিতির কর্মকর্তারা জানান, সংযোগের জন্য নতুন করে আবেদন করলে দ্রুত ব্যবস্থা নেওয়া হবে। কৃষকরা আশা করছেন আগামী মৌসুমের আগেই জমিতে সেচ দেওয়া সম্ভব হবে। [523,234,772,341]
jobs-body: প্রভাষক বাংলা-০১, ইংরেজি-০১, হিসাববিজ্ঞান-০১, ইসলামের ইতিহাস-০১, অফিস সহায়ক-০১। সংশ্লিষ্ট বিষয়ে স্নাতকোত্তর ডিগ্রি, শিক্ষাজীবনে একটির বেশি তৃতীয় বিভাগ/শ্রেণি গ্রহণযোগ্য নয়। নিবন্ধন সনদ থাকতে হবে। বিজ্ঞপ্তি প্রকাশের ১৫ দিনের মধ্যে আবেদন করতে হবে। [418,1148,780,1177]
jobs-col-2: শিক্ষাগত যোগ্যতা ও অভিজ্ঞতা [614,1129,724,1140]
tender-row-number: ১৭। [38,1850,75,1875]
tender-row-label: দরপত্র পদ্ধতি [75,1592,316,1618]
tender-sub-title: প্রকল্প কাজের বিবরণ [363,1950,457,1963]
jobs-org: জয়াগ মহাবিদ্যালয় [556,1023,642,1036]
column-divider [241,84,242,1008]
tender-row-number: ৪। [38,1515,75,1541]
tender-row [38,1913,785,1939]
school-headline[interactable]: স্কুলে গেল ছবি নিয়ে ফিরল লাশ হয়ে [1084,515,1304,580]
rent-phone[interactable]: ০১৯১৯-৪৮৭৭৭৪ [814,1563,987,1593]
tender-row-label: দরপত্র জমা দেওয়ার তারিখ ও সময় [75,1695,316,1721]
dateline [1319,24,1536,66]
mother-headline[interactable]: মাকে রাস্তায় ফেলে গেল ছেলে [1049,128,1340,156]
jobs-title: নিয়োগ বিজ্ঞপ্তি [495,1058,704,1090]
cu-body: কুমিল্লা বিশ্ববিদ্যালয়ের ২০১৮-১৯ শিক্ষাবর্ষের ভর্তি পরীক্ষা অনুষ্ঠিত হবে আগামী ৯ ও ১০ নভেম্বর, ২০১৮। গত ০৫/১১/২০১৮খ্রি: তারিখে উপাচার্যের সভাপতিত্বে জেলা প্রশাসন ও পুলিশ প্রশাসনের সাথে কেন্দ্রীয় কমিটির এক যৌথ সভায় পরীক্ষা সুষ্ঠু ও শান্তিপূর্ণভাবে সম্পন্ন করতে কঠোর নিরাপত্তা ব্যবস্থা গ্রহণসহ বিভিন্ন সিদ্ধান্ত নেওয়া হয়েছে। পরীক্ষার্থীদের যানজট বিবেচনা করে এক দিন আগেই কুমিল্লায় অবস্থান করার জন্য পরামর্শ দেয়া যাচ্ছে। পরীক্ষার্থীদের পরীক্ষা শুরু হওয়ার ৩০ মিনিট পূর্বেই স্ব স্ব কেন্দ্রে প্রবেশ করতে হবে, বিলম্বে পরীক্ষার্থীদেরকে কেন্দ্রে প্রবেশ করতে দেওয়া হবে না। পরীক্ষার নিরাপত্তার স্বার্থে পরীক্ষা কেন্দ্রে পরীক্ষার্থীদের মুখমণ্ডল ও কান খোলা রাখতে হবে। ভর্তি পরীক্ষায় কোন পরীক্ষার্থী পরীক্ষা কেন্দ্রে মোবাইল ফোন, মানিব্যাগ, সানগ্লাস, সিম/ক্রেডিট কার্ড বা যে কোন ইলেকট্রনিক ডিভাইস সঙ্গে নিয়ে প্রবেশ করতে পারবে না। পরীক্ষা চলাকালীন পরীক্ষা কেন্দ্রে সংশ্লিষ্ট বিশেষ দায়িত্বরত ব্যক্তি ব্যতীত অন্য কেউ মোবাইল ফোন ব্যবহার করতে পারবে না। নিরাপত্তা নিশ্চিত করতে প্রয়োজনে কর্তৃপক্ষ কেন্দ্রে প্রবেশের পূর্বে পরীক্ষার্থীদের দেহ তল্লাশি করা হবে। এছাড়া কেন্দ্র ও বাহিরে আশ-পাশের নিরাপত্তা ও শৃঙ্খলা রক্ষায় অতিরিক্ত পুলিশ, গোয়েন্দা সংস্থা, র‍্যাব ও সাদা পোশাকে নিরাপত্তা সদস্য, বিশ্ববিদ্যালয়ের বিএনসিসি এবং রোভার স্কাউট নিয়োজিত থাকবে। [819,1942,1537,2109]
tender-row-number: ১১। [38,1695,75,1721]
tender-row-number: ১৪। [38,1772,75,1798]
tender-row-value: কর্তৃপক্ষ যে কোন দরপত্র গ্রহণ বা বাতিলের ক্ষমতা সংরক্ষণ করেন। [316,1913,785,1939]
tender-row [38,1592,785,1618]
tender-row [38,1850,785,1875]
rent-line-1: ১২,০০০/- ভাড়ায় ট্রাক/চালক সহ [829,1526,972,1538]
tender-row-value: বিশেষ পুলিশ সুপার (ওএন্ডডি) বাংলাদেশ পুলিশ, সিআইডি, ঢাকা। [316,1772,785,1798]
brief-icon: ◎ [32,94,47,107]
logo-part-2: প্রতিদিন [193,25,315,68]
uno-article-body: সুনামগঞ্জ প্রতিনিধি সুনামগঞ্জের একটি উপজেলায় এক ব্যবসায়ীকে পিটিয়ে পরে মাফ চেয়ে আবার তার বিরুদ্ধে মামলা করানোর অভিযোগ উঠেছে ইউএনওর বিরুদ্ধে। ভুক্তভোগী ব্যবসায়ী জানান, ভ্রাম্যমাণ আদালতের অভিযানের সময় তুচ্ছ ঘটনাকে কেন্দ্র করে তাকে মারধর করা হয়। পরে স্থানীয় গণ্যমান্য ব্যক্তিদের মধ্যস্থতায় বিষয়টি মীমাংসা হয়। কিন্তু কয়েক দিন পর তার বিরুদ্ধে নতুন করে মামলা দায়ের করা হয়। এ ঘটনায় এলাকায় ব্যাপক ক্ষোভের সৃষ্টি হয়েছে। ব্যবসায়ী সমিতির নেতারা ঘটনার সুষ্ঠু তদন্ত দাবি করেছেন। জেলা প্রশাসক জানিয়েছেন, অভিযোগ খতিয়ে দেখে প্রয়োজনীয় ব্যবস্থা গ্রহণ করা হবে। তদন্ত কমিটি গঠন করা হয়েছে। [497,569,786,706]
tender-row-label: দরপত্র দাতার যোগ্যতা [75,1850,316,1875]
tender-row-label: দরপত্র বিক্রয়ের শেষ তারিখ ও সময় [75,1670,316,1695]
bhpi-course-1: বিএসসি-ইন স্পীচ এন্ড ল্যাঙ্গুয়েজ থেরাপি [1055,1401,1502,1430]
tender-row-label: মন্ত্রণালয়/বিভাগ [75,1438,316,1464]
tender-row-value: ২২/১১/২০১৮খ্রিঃ সময় ১৭.০০ঘটিকা। [316,1670,785,1695]
tender-signer-bp: বিপি নং-৭৩০৬১০৬৫৬২ [661,2261,758,2272]
tender-row-label: দরপত্র প্রকাশের তারিখ [75,1644,316,1670]
health-brand: লম্বা/মোটা/চুল সমস্যা [806,1610,995,1638]
tender-row-number: ৮। [38,1618,75,1644]
cu-date: তারিখ: ০৬/১১/২০১৮খ্রি. [1422,1856,1539,1869]
bhpi-logo-icon [1013,1247,1061,1295]
patnar-ad[interactable] [1197,1018,1550,1219]
tender-title-bar [37,1359,783,1395]
